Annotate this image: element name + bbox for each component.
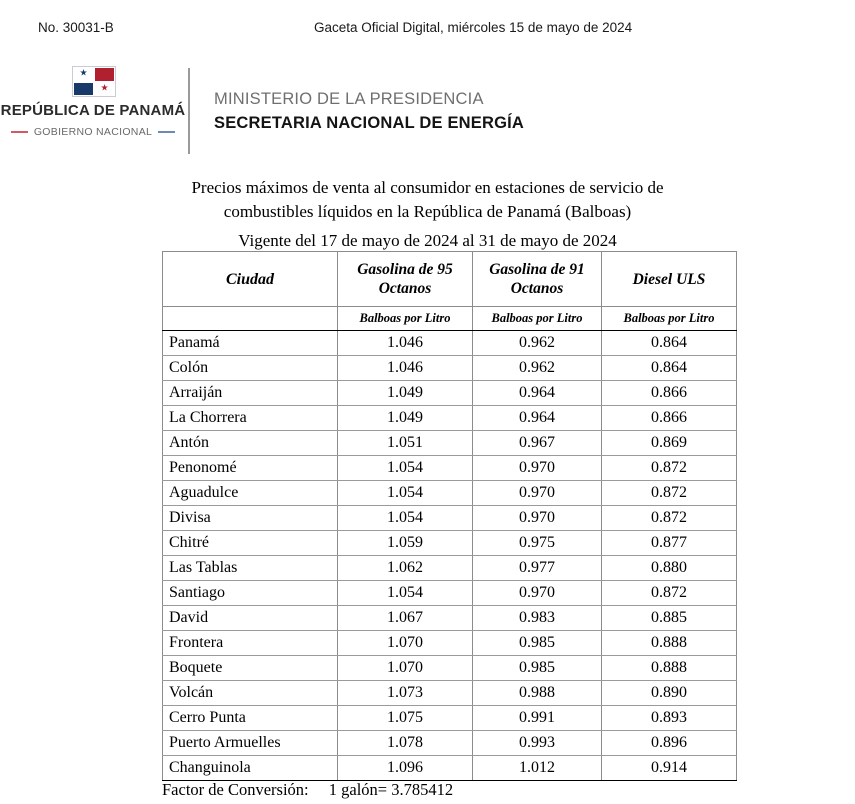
cell-gasolina-91: 0.970 — [473, 506, 602, 531]
cell-gasolina-95: 1.075 — [338, 706, 473, 731]
table-row — [163, 406, 737, 431]
cell-gasolina-95: 1.054 — [338, 581, 473, 606]
cell-diesel-uls: 0.914 — [602, 756, 737, 781]
cell-gasolina-91: 0.991 — [473, 706, 602, 731]
table-header-row-main — [163, 252, 737, 307]
brand-subtitle: GOBIERNO NACIONAL — [33, 126, 153, 138]
cell-gasolina-95: 1.073 — [338, 681, 473, 706]
column-header-diesel-uls: Diesel ULS — [602, 252, 737, 307]
cell-gasolina-95: 1.049 — [338, 406, 473, 431]
page-header — [0, 20, 855, 38]
cell-city: Changuinola — [163, 756, 338, 781]
cell-diesel-uls: 0.877 — [602, 531, 737, 556]
cell-city: Boquete — [163, 656, 338, 681]
conversion-factor-value: 1 galón= 3.785412 — [328, 780, 454, 799]
cell-city: Arraiján — [163, 381, 338, 406]
table-row — [163, 631, 737, 656]
table-row — [163, 731, 737, 756]
cell-gasolina-91: 0.964 — [473, 406, 602, 431]
cell-city: Antón — [163, 431, 338, 456]
cell-gasolina-91: 0.975 — [473, 531, 602, 556]
cell-city: Cerro Punta — [163, 706, 338, 731]
cell-gasolina-91: 0.985 — [473, 656, 602, 681]
cell-gasolina-95: 1.062 — [338, 556, 473, 581]
unit-header-city — [163, 307, 338, 331]
cell-gasolina-91: 0.985 — [473, 631, 602, 656]
cell-gasolina-95: 1.078 — [338, 731, 473, 756]
cell-city: Colón — [163, 356, 338, 381]
table-row — [163, 606, 737, 631]
table-row — [163, 356, 737, 381]
table-row — [163, 756, 737, 781]
dash-blue-icon — [158, 131, 175, 133]
panama-flag-icon — [72, 66, 116, 97]
flag-quadrant-top-right — [94, 67, 115, 82]
document-title-line-1: Precios máximos de venta al consumidor en estaciones de servicio de — [191, 178, 664, 197]
flag-quadrant-bottom-left — [73, 82, 94, 97]
cell-diesel-uls: 0.866 — [602, 406, 737, 431]
cell-gasolina-95: 1.059 — [338, 531, 473, 556]
cell-city: Santiago — [163, 581, 338, 606]
cell-city: Aguadulce — [163, 481, 338, 506]
table-row — [163, 381, 737, 406]
column-header-gasolina-95: Gasolina de 95 Octanos — [338, 252, 473, 307]
table-row — [163, 556, 737, 581]
cell-gasolina-91: 0.988 — [473, 681, 602, 706]
column-header-gasolina-91: Gasolina de 91 Octanos — [473, 252, 602, 307]
table-row — [163, 581, 737, 606]
table-row — [163, 531, 737, 556]
cell-city: Divisa — [163, 506, 338, 531]
cell-gasolina-91: 0.962 — [473, 331, 602, 356]
cell-gasolina-91: 0.970 — [473, 581, 602, 606]
table-row — [163, 706, 737, 731]
republic-brand-block — [0, 62, 186, 154]
cell-gasolina-91: 1.012 — [473, 756, 602, 781]
secretariat-name: SECRETARIA NACIONAL DE ENERGÍA — [214, 114, 525, 132]
cell-gasolina-91: 0.970 — [473, 456, 602, 481]
brand-subtitle-row — [0, 126, 186, 138]
flag-quadrant-top-left — [73, 67, 94, 82]
cell-city: Chitré — [163, 531, 338, 556]
document-title-line-2: combustibles líquidos en la República de Panamá (Balboas) — [223, 202, 632, 221]
cell-gasolina-95: 1.054 — [338, 481, 473, 506]
cell-gasolina-95: 1.046 — [338, 331, 473, 356]
table-row — [163, 506, 737, 531]
cell-gasolina-95: 1.046 — [338, 356, 473, 381]
table-row — [163, 431, 737, 456]
cell-diesel-uls: 0.872 — [602, 456, 737, 481]
masthead — [0, 62, 855, 154]
gaceta-title: Gaceta Oficial Digital, miércoles 15 de mayo de 2024 — [314, 20, 633, 35]
cell-gasolina-95: 1.049 — [338, 381, 473, 406]
cell-gasolina-91: 0.964 — [473, 381, 602, 406]
cell-diesel-uls: 0.872 — [602, 506, 737, 531]
cell-city: Puerto Armuelles — [163, 731, 338, 756]
conversion-factor-footer — [162, 780, 453, 800]
cell-gasolina-95: 1.054 — [338, 506, 473, 531]
table-row — [163, 456, 737, 481]
cell-diesel-uls: 0.893 — [602, 706, 737, 731]
flag-quadrant-bottom-right — [94, 82, 115, 97]
cell-gasolina-91: 0.993 — [473, 731, 602, 756]
table-row — [163, 656, 737, 681]
table-header-row-units — [163, 307, 737, 331]
validity-period: Vigente del 17 de mayo de 2024 al 31 de mayo de 2024 — [238, 231, 617, 250]
cell-gasolina-95: 1.070 — [338, 631, 473, 656]
dash-red-icon — [11, 131, 28, 133]
cell-gasolina-95: 1.051 — [338, 431, 473, 456]
cell-gasolina-95: 1.067 — [338, 606, 473, 631]
cell-city: Panamá — [163, 331, 338, 356]
fuel-price-table-wrapper — [162, 251, 736, 781]
table-row — [163, 331, 737, 356]
cell-city: La Chorrera — [163, 406, 338, 431]
conversion-factor-label: Factor de Conversión: — [162, 780, 309, 799]
unit-header-gasolina-91: Balboas por Litro — [473, 307, 602, 331]
cell-diesel-uls: 0.896 — [602, 731, 737, 756]
table-row — [163, 681, 737, 706]
cell-diesel-uls: 0.880 — [602, 556, 737, 581]
ministry-title-block — [214, 90, 524, 133]
flag-red-star-icon: ★ — [100, 83, 109, 94]
cell-diesel-uls: 0.888 — [602, 656, 737, 681]
cell-gasolina-91: 0.962 — [473, 356, 602, 381]
unit-header-gasolina-95: Balboas por Litro — [338, 307, 473, 331]
cell-diesel-uls: 0.885 — [602, 606, 737, 631]
masthead-vertical-divider — [188, 68, 190, 154]
cell-diesel-uls: 0.866 — [602, 381, 737, 406]
gaceta-number: No. 30031-B — [38, 20, 114, 35]
cell-gasolina-91: 0.967 — [473, 431, 602, 456]
brand-name: REPÚBLICA DE PANAMÁ — [0, 102, 186, 119]
cell-diesel-uls: 0.872 — [602, 481, 737, 506]
cell-diesel-uls: 0.869 — [602, 431, 737, 456]
cell-diesel-uls: 0.864 — [602, 331, 737, 356]
ministry-name: MINISTERIO DE LA PRESIDENCIA — [214, 90, 484, 108]
cell-city: David — [163, 606, 338, 631]
document-title — [0, 176, 855, 224]
cell-gasolina-95: 1.096 — [338, 756, 473, 781]
cell-gasolina-91: 0.983 — [473, 606, 602, 631]
cell-gasolina-91: 0.977 — [473, 556, 602, 581]
table-header — [163, 252, 737, 331]
table-body — [163, 331, 737, 781]
cell-diesel-uls: 0.890 — [602, 681, 737, 706]
cell-gasolina-95: 1.054 — [338, 456, 473, 481]
cell-diesel-uls: 0.888 — [602, 631, 737, 656]
cell-city: Penonomé — [163, 456, 338, 481]
cell-diesel-uls: 0.872 — [602, 581, 737, 606]
cell-gasolina-95: 1.070 — [338, 656, 473, 681]
fuel-price-table — [162, 251, 737, 781]
cell-city: Las Tablas — [163, 556, 338, 581]
cell-gasolina-91: 0.970 — [473, 481, 602, 506]
cell-city: Volcán — [163, 681, 338, 706]
flag-blue-star-icon: ★ — [79, 68, 88, 79]
table-row — [163, 481, 737, 506]
cell-city: Frontera — [163, 631, 338, 656]
column-header-city: Ciudad — [163, 252, 338, 307]
cell-diesel-uls: 0.864 — [602, 356, 737, 381]
unit-header-diesel-uls: Balboas por Litro — [602, 307, 737, 331]
